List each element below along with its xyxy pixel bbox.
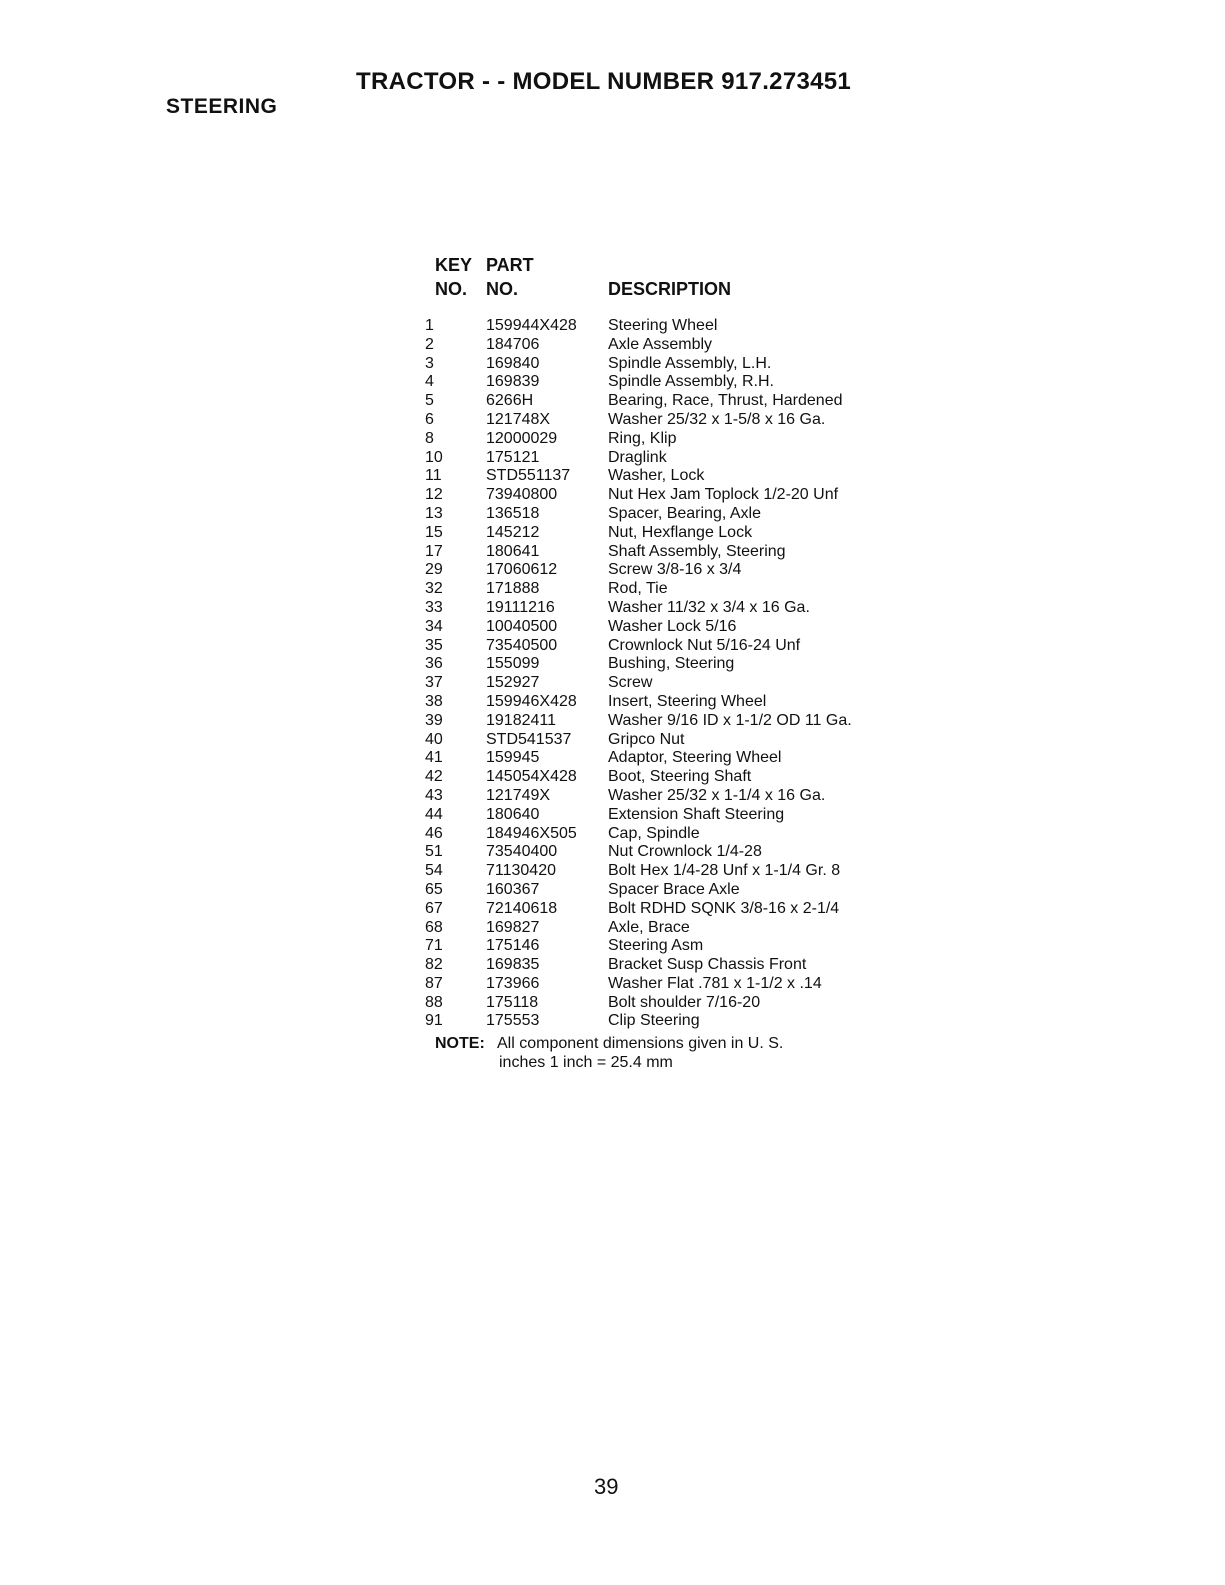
parts-table: [425, 255, 905, 1031]
key-no-cell: 38: [425, 692, 443, 710]
description-cell: Washer Lock 5/16: [608, 617, 737, 635]
key-no-cell: 13: [425, 504, 443, 522]
table-row: [425, 448, 905, 468]
table-row: [425, 805, 905, 825]
key-no-cell: 11: [425, 467, 442, 485]
table-body: [425, 317, 905, 1031]
table-row: [425, 974, 905, 994]
description-cell: Washer 9/16 ID x 1-1/2 OD 11 Ga.: [608, 711, 852, 729]
part-no-cell: 169839: [486, 373, 540, 391]
description-cell: Nut, Hexflange Lock: [608, 523, 753, 541]
part-no-cell: 169827: [486, 918, 540, 936]
part-no-cell: 184706: [486, 335, 540, 353]
part-no-cell: 175146: [486, 937, 540, 955]
key-no-cell: 42: [425, 768, 443, 786]
description-cell: Bracket Susp Chassis Front: [608, 956, 807, 974]
part-no-cell: 160367: [486, 880, 540, 898]
description-cell: Steering Asm: [608, 937, 704, 955]
part-no-cell: 19111216: [486, 598, 555, 616]
description-cell: Nut Hex Jam Toplock 1/2-20 Unf: [608, 486, 839, 504]
table-row: [425, 317, 905, 336]
part-no-cell: 169835: [486, 956, 540, 974]
part-no-cell: 121748X: [486, 410, 551, 428]
part-no-cell: 175553: [486, 1012, 540, 1030]
table-row: [425, 824, 905, 844]
key-no-cell: 88: [425, 993, 443, 1011]
table-row: [425, 580, 905, 599]
part-no-cell: 145212: [486, 523, 540, 541]
key-no-cell: 10: [425, 448, 443, 466]
description-cell: Bolt Hex 1/4-28 Unf x 1-1/4 Gr. 8: [608, 862, 841, 880]
description-cell: Axle Assembly: [608, 335, 713, 353]
table-row: [425, 786, 905, 806]
description-cell: Screw: [608, 674, 653, 692]
table-row: [425, 504, 905, 524]
description-cell: Bearing, Race, Thrust, Hardened: [608, 392, 843, 410]
part-no-cell: 169840: [486, 354, 540, 372]
description-cell: Washer 25/32 x 1-1/4 x 16 Ga.: [608, 786, 826, 804]
part-no-cell: STD541537: [486, 730, 572, 748]
description-cell: Washer 11/32 x 3/4 x 16 Ga.: [608, 598, 810, 616]
description-cell: Bolt shoulder 7/16-20: [608, 993, 761, 1011]
key-no-cell: 37: [425, 674, 443, 692]
part-no-cell: 180640: [486, 805, 540, 823]
part-no-cell: 184946X505: [486, 824, 577, 842]
key-no-cell: 43: [425, 786, 443, 804]
description-cell: Extension Shaft Steering: [608, 805, 785, 823]
description-cell: Nut Crownlock 1/4-28: [608, 843, 762, 861]
header-part-line2: NO.: [486, 279, 519, 299]
table-row: [425, 880, 905, 900]
part-no-cell: 145054X428: [486, 768, 577, 786]
key-no-cell: 12: [425, 486, 443, 504]
table-row: [425, 373, 905, 392]
table-row: [425, 862, 905, 881]
description-cell: Washer 25/32 x 1-5/8 x 16 Ga.: [608, 410, 826, 428]
key-no-cell: 82: [425, 956, 443, 974]
key-no-cell: 41: [425, 749, 443, 767]
description-cell: Screw 3/8-16 x 3/4: [608, 561, 742, 579]
description-cell: Spindle Assembly, R.H.: [608, 373, 774, 391]
table-row: [425, 674, 905, 693]
header-description: DESCRIPTION: [608, 279, 732, 299]
description-cell: Ring, Klip: [608, 429, 677, 447]
description-cell: Clip Steering: [608, 1012, 700, 1030]
part-no-cell: 19182411: [486, 711, 556, 729]
description-cell: Draglink: [608, 448, 667, 466]
part-no-cell: 6266H: [486, 392, 534, 410]
header-part-line1: PART: [486, 255, 534, 275]
key-no-cell: 44: [425, 805, 443, 823]
table-row: [425, 335, 905, 355]
key-no-cell: 17: [425, 542, 443, 560]
table-row: [425, 749, 905, 768]
part-no-cell: 152927: [486, 674, 540, 692]
part-no-cell: 17060612: [486, 561, 558, 579]
key-no-cell: 46: [425, 824, 443, 842]
key-no-cell: 40: [425, 730, 443, 748]
description-cell: Bolt RDHD SQNK 3/8-16 x 2-1/4: [608, 899, 840, 917]
description-cell: Gripco Nut: [608, 730, 685, 748]
part-no-cell: 175121: [486, 448, 540, 466]
key-no-cell: 32: [425, 580, 443, 598]
description-cell: Steering Wheel: [608, 317, 718, 334]
part-no-cell: 72140618: [486, 899, 558, 917]
table-row: [425, 768, 905, 787]
note-text-line2: inches 1 inch = 25.4 mm: [499, 1054, 673, 1071]
table-row: [425, 392, 905, 411]
part-no-cell: 175118: [486, 993, 539, 1011]
key-no-cell: 65: [425, 880, 443, 898]
table-row: [425, 617, 905, 637]
table-header: [435, 255, 905, 317]
key-no-cell: 2: [425, 335, 434, 353]
description-cell: Bushing, Steering: [608, 655, 735, 673]
table-row: [425, 1012, 905, 1031]
description-cell: Washer Flat .781 x 1-1/2 x .14: [608, 974, 822, 992]
key-no-cell: 68: [425, 918, 443, 936]
key-no-cell: 6: [425, 410, 434, 428]
note: [435, 1034, 783, 1072]
description-cell: Axle, Brace: [608, 918, 690, 936]
part-no-cell: 155099: [486, 655, 540, 673]
part-no-cell: 10040500: [486, 617, 558, 635]
note-text-line1: All component dimensions given in U. S.: [497, 1035, 784, 1052]
header-key-line2: NO.: [435, 279, 468, 299]
part-no-cell: 173966: [486, 974, 540, 992]
table-row: [425, 730, 905, 750]
table-row: [425, 467, 905, 486]
key-no-cell: 54: [425, 862, 443, 880]
table-row: [425, 429, 905, 449]
description-cell: Spacer Brace Axle: [608, 880, 740, 898]
part-no-cell: 12000029: [486, 429, 558, 447]
description-cell: Washer, Lock: [608, 467, 705, 485]
table-row: [425, 636, 905, 656]
page-number: 39: [594, 1474, 619, 1499]
description-cell: Insert, Steering Wheel: [608, 692, 767, 710]
key-no-cell: 1: [425, 317, 434, 334]
section-title: STEERING: [166, 95, 278, 118]
table-row: [425, 843, 905, 862]
description-cell: Spindle Assembly, L.H.: [608, 354, 772, 372]
description-cell: Shaft Assembly, Steering: [608, 542, 786, 560]
key-no-cell: 51: [425, 843, 443, 861]
part-no-cell: 159945: [486, 749, 540, 767]
key-no-cell: 71: [425, 937, 443, 955]
key-no-cell: 36: [425, 655, 443, 673]
header-key-line1: KEY: [435, 255, 473, 275]
key-no-cell: 33: [425, 598, 443, 616]
page-title: TRACTOR - - MODEL NUMBER 917.273451: [356, 68, 852, 95]
description-cell: Spacer, Bearing, Axle: [608, 504, 761, 522]
note-line1: [435, 1034, 783, 1053]
table-row: [425, 711, 905, 731]
key-no-cell: 91: [425, 1012, 443, 1030]
description-cell: Adaptor, Steering Wheel: [608, 749, 782, 767]
part-no-cell: 159944X428: [486, 317, 577, 334]
part-no-cell: 73540400: [486, 843, 558, 861]
part-no-cell: 136518: [486, 504, 540, 522]
key-no-cell: 34: [425, 617, 443, 635]
table-row: [425, 956, 905, 975]
part-no-cell: 121749X: [486, 786, 551, 804]
table-row: [425, 561, 905, 580]
key-no-cell: 29: [425, 561, 443, 579]
table-row: [425, 542, 905, 562]
table-row: [425, 598, 905, 618]
table-row: [425, 692, 905, 712]
description-cell: Boot, Steering Shaft: [608, 768, 752, 786]
key-no-cell: 39: [425, 711, 443, 729]
part-no-cell: 171888: [486, 580, 540, 598]
note-label: NOTE:: [435, 1035, 485, 1052]
part-no-cell: 180641: [486, 542, 540, 560]
table-row: [425, 354, 905, 374]
description-cell: Crownlock Nut 5/16-24 Unf: [608, 636, 801, 654]
part-no-cell: 159946X428: [486, 692, 577, 710]
key-no-cell: 5: [425, 392, 434, 410]
description-cell: Cap, Spindle: [608, 824, 700, 842]
key-no-cell: 8: [425, 429, 434, 447]
part-no-cell: 73540500: [486, 636, 558, 654]
key-no-cell: 35: [425, 636, 443, 654]
part-no-cell: 73940800: [486, 486, 558, 504]
description-cell: Rod, Tie: [608, 580, 668, 598]
table-row: [425, 655, 905, 674]
table-row: [425, 918, 905, 938]
part-no-cell: 71130420: [486, 862, 556, 880]
table-row: [425, 937, 905, 956]
table-row: [425, 410, 905, 430]
key-no-cell: 4: [425, 373, 434, 391]
table-row: [425, 899, 905, 919]
key-no-cell: 3: [425, 354, 434, 372]
part-no-cell: STD551137: [486, 467, 571, 485]
key-no-cell: 15: [425, 523, 443, 541]
table-row: [425, 486, 905, 505]
key-no-cell: 67: [425, 899, 443, 917]
table-row: [425, 523, 905, 543]
key-no-cell: 87: [425, 974, 443, 992]
table-row: [425, 993, 905, 1013]
